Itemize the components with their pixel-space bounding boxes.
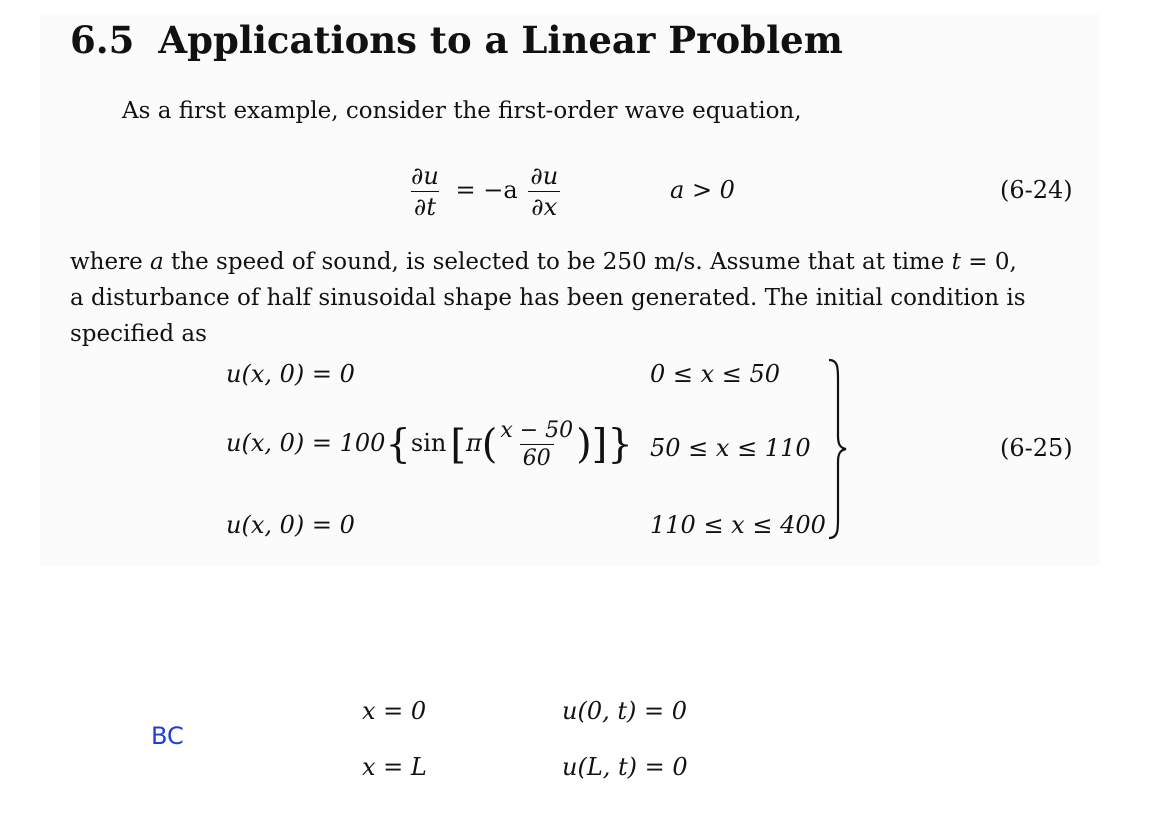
sin-function: sin	[410, 429, 447, 457]
dt-denominator: ∂t	[411, 191, 439, 221]
close-square-bracket: ]	[591, 421, 608, 468]
open-curly-brace: {	[385, 421, 411, 468]
bc-row-1-x: x = 0	[362, 697, 427, 725]
ic-row-2-lhs	[226, 418, 633, 471]
para-text-a: where	[70, 249, 151, 275]
ic-row-3-lhs: u(x, 0) = 0	[226, 511, 355, 539]
section-title: Applications to a Linear Problem	[158, 18, 843, 62]
eq-6-24-number: (6-24)	[1000, 176, 1073, 204]
pi-symbol: π	[465, 429, 482, 457]
section-heading	[70, 18, 843, 62]
dx-denominator: ∂x	[528, 191, 560, 221]
ic-row-3-condition: 110 ≤ x ≤ 400	[650, 511, 826, 539]
equals-minus-a: = −a	[455, 176, 518, 204]
para-var-a: a	[150, 249, 164, 275]
section-number: 6.5	[70, 18, 135, 62]
bc-row-2-u: u(L, t) = 0	[562, 753, 688, 781]
close-curly-brace: }	[607, 421, 633, 468]
ic-fraction	[497, 418, 576, 471]
ic-fraction-denominator: 60	[520, 444, 554, 471]
du-dt-fraction	[408, 162, 442, 221]
eq-6-24-condition: a > 0	[670, 176, 735, 204]
open-square-bracket: [	[450, 421, 466, 468]
equation-6-24	[408, 162, 561, 221]
right-brace	[826, 358, 848, 540]
ic-row-1-condition: 0 ≤ x ≤ 50	[650, 360, 781, 388]
du-numerator-2: ∂u	[530, 162, 559, 190]
ic-row-1-lhs: u(x, 0) = 0	[226, 360, 355, 388]
bc-label: BC	[151, 722, 184, 750]
du-dx-fraction	[527, 162, 561, 221]
du-numerator: ∂u	[411, 162, 439, 190]
intro-text: As a first example, consider the first-order wave equation,	[122, 98, 802, 124]
eq-6-25-number: (6-25)	[1000, 434, 1073, 462]
ic-row-2-condition: 50 ≤ x ≤ 110	[650, 434, 811, 462]
paragraph-line-2: a disturbance of half sinusoidal shape has been generated. The initial condition is	[70, 285, 1026, 311]
ic-fraction-numerator: x − 50	[500, 418, 574, 443]
para-text-b: the speed of sound, is selected to be 250 m/s. Assume that at time	[163, 249, 952, 275]
para-text-c: = 0,	[960, 249, 1017, 275]
paragraph-line-3: specified as	[70, 321, 207, 347]
bc-row-2-x: x = L	[362, 753, 427, 781]
paragraph-line-1	[70, 249, 1017, 275]
ic-row-2-prefix: u(x, 0) = 100	[226, 429, 386, 457]
open-paren: (	[481, 421, 498, 468]
bc-row-1-u: u(0, t) = 0	[562, 697, 687, 725]
close-paren: )	[576, 421, 592, 468]
para-var-t: t	[951, 249, 961, 275]
